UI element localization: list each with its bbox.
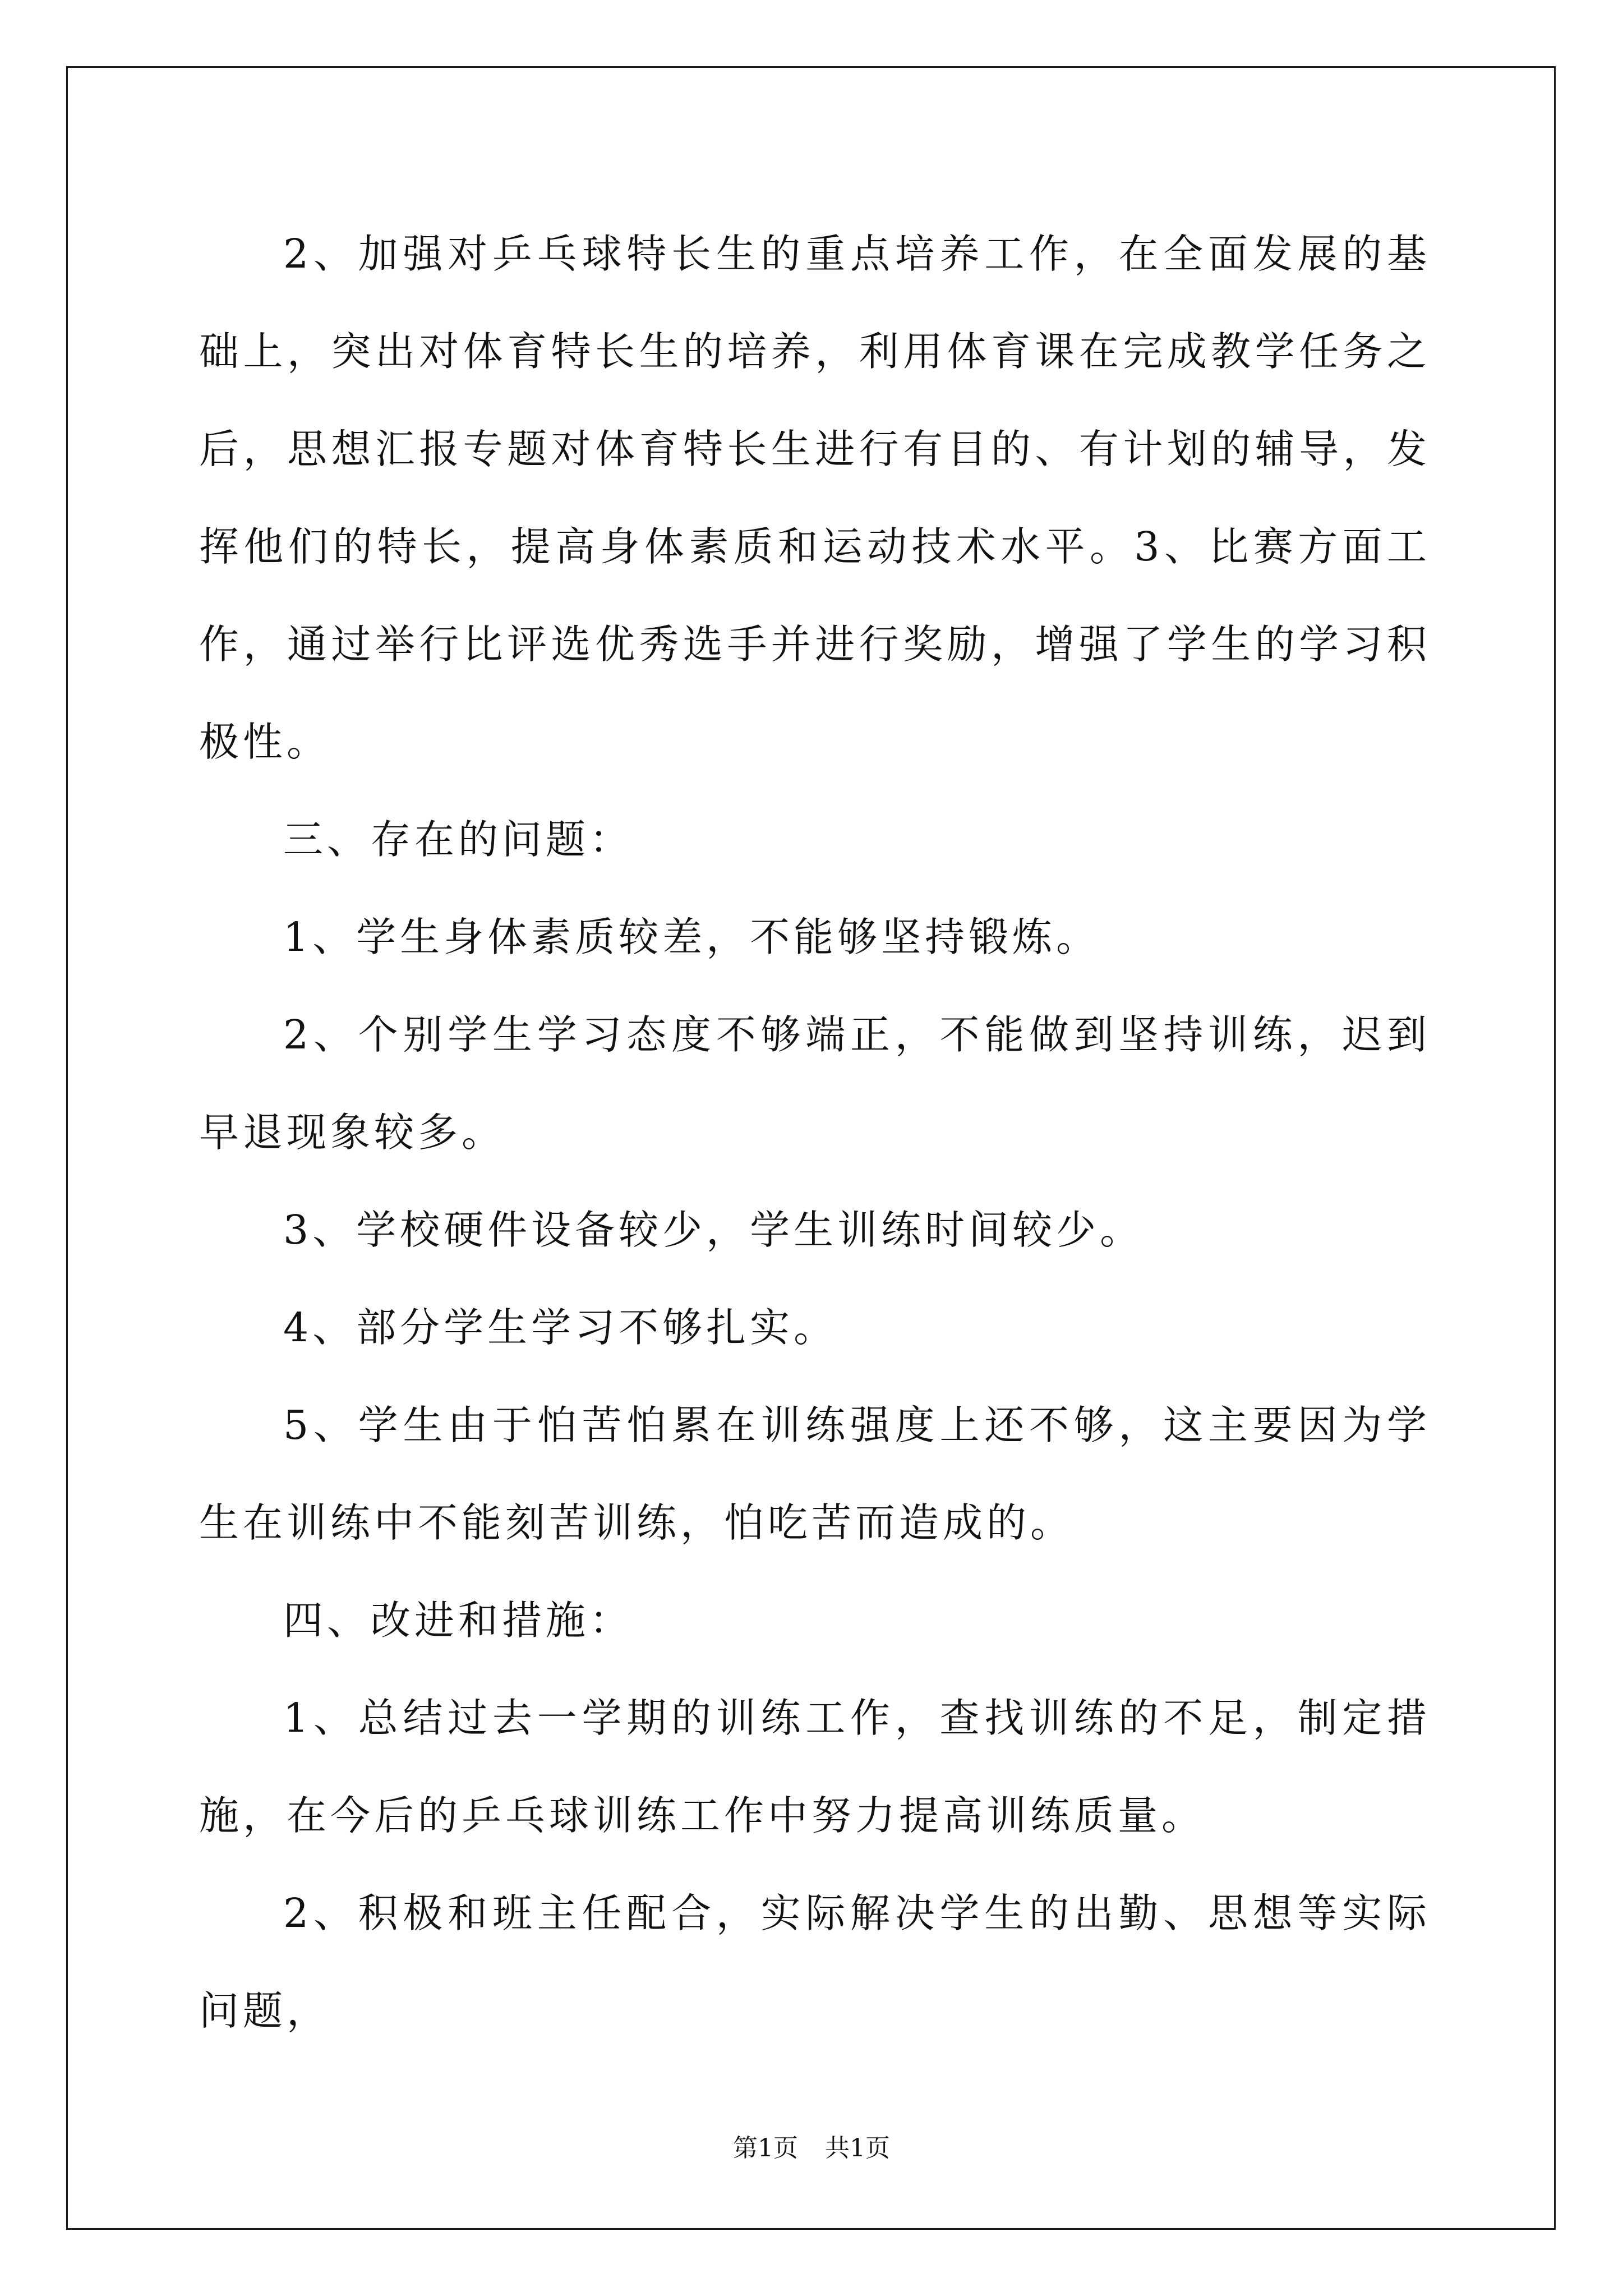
section-heading: 四、改进和措施： bbox=[283, 1597, 634, 1644]
document-body bbox=[199, 205, 1431, 2060]
section-heading: 三、存在的问题： bbox=[283, 816, 634, 863]
paragraph: 2、积极和班主任配合，实际解决学生的出勤、思想等实际问题， bbox=[199, 1890, 1431, 2034]
page-number-total: 共1页 bbox=[825, 2134, 890, 2162]
paragraph: 3、学校硬件设备较少，学生训练时间较少。 bbox=[283, 1207, 1144, 1253]
paragraph: 2、加强对乒乓球特长生的重点培养工作，在全面发展的基础上，突出对体育特长生的培养，利用体育课在完成教学任务之后，思想汇报专题对体育特长生进行有目的、有计划的辅导，发挥他们的特长，提高身体素质和运动技术水平。3、比赛方面工作，通过举行比评选优秀选手并进行奖励，增强了学生的学习积极性。 bbox=[199, 231, 1431, 765]
paragraph: 1、学生身体素质较差，不能够坚持锻炼。 bbox=[283, 914, 1100, 960]
paragraph: 2、个别学生学习态度不够端正，不能做到坚持训练，迟到早退现象较多。 bbox=[199, 1011, 1431, 1156]
page-footer bbox=[0, 2132, 1623, 2165]
paragraph: 1、总结过去一学期的训练工作，查找训练的不足，制定措施，在今后的乒乓球训练工作中努力提高训练质量。 bbox=[199, 1695, 1431, 1839]
paragraph: 4、部分学生学习不够扎实。 bbox=[283, 1304, 838, 1351]
paragraph: 5、学生由于怕苦怕累在训练强度上还不够，这主要因为学生在训练中不能刻苦训练，怕吃苦而造成的。 bbox=[199, 1402, 1431, 1546]
page-number-current: 第1页 bbox=[733, 2134, 798, 2162]
